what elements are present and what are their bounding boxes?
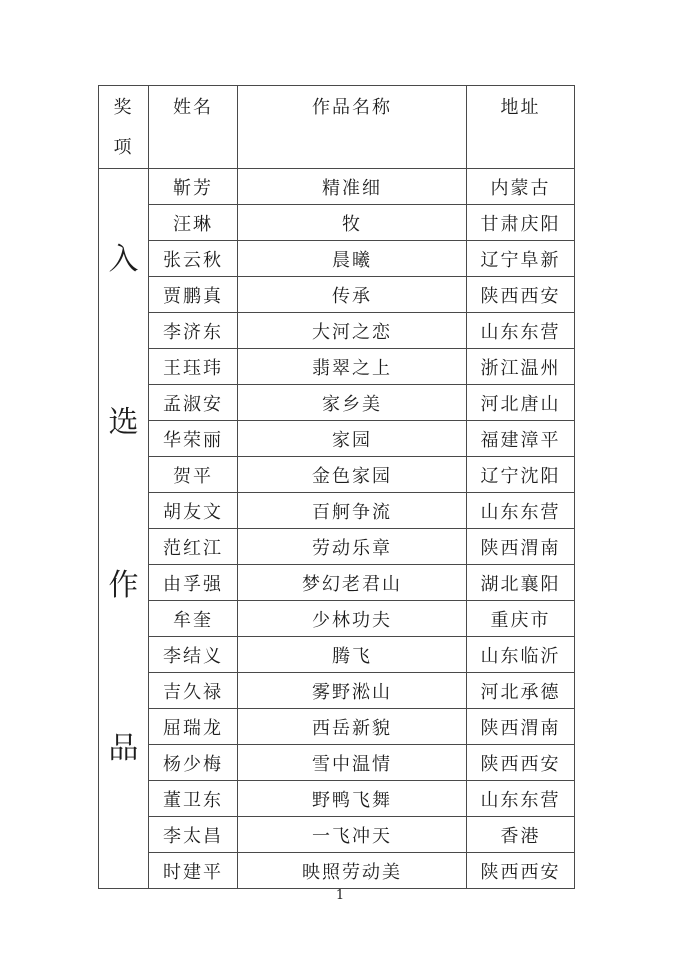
header-work: 作品名称	[238, 86, 467, 169]
work-cell: 晨曦	[238, 241, 467, 277]
work-cell: 映照劳动美	[238, 853, 467, 889]
name-cell: 由孚强	[149, 565, 238, 601]
award-category-char: 选	[108, 405, 139, 440]
name-cell: 董卫东	[149, 781, 238, 817]
address-cell: 香港	[467, 817, 575, 853]
address-cell: 湖北襄阳	[467, 565, 575, 601]
name-cell: 胡友文	[149, 493, 238, 529]
address-cell: 辽宁阜新	[467, 241, 575, 277]
name-cell: 时建平	[149, 853, 238, 889]
address-cell: 陕西西安	[467, 853, 575, 889]
address-cell: 陕西西安	[467, 745, 575, 781]
name-cell: 贾鹏真	[149, 277, 238, 313]
award-category-char: 作	[108, 568, 139, 603]
table-header-row	[99, 86, 575, 169]
address-cell: 福建漳平	[467, 421, 575, 457]
address-cell: 山东东营	[467, 313, 575, 349]
work-cell: 雾野淞山	[238, 673, 467, 709]
work-cell: 翡翠之上	[238, 349, 467, 385]
work-cell: 劳动乐章	[238, 529, 467, 565]
award-category-cell	[99, 169, 149, 889]
address-cell: 陕西西安	[467, 277, 575, 313]
work-cell: 雪中温情	[238, 745, 467, 781]
table-row	[99, 817, 575, 853]
name-cell: 贺平	[149, 457, 238, 493]
award-category-vertical-text	[99, 169, 148, 888]
table-row	[99, 421, 575, 457]
name-cell: 李太昌	[149, 817, 238, 853]
table-row	[99, 853, 575, 889]
table-row	[99, 565, 575, 601]
header-award-line2: 项	[113, 137, 134, 158]
name-cell: 王珏玮	[149, 349, 238, 385]
table-row	[99, 637, 575, 673]
table-row	[99, 313, 575, 349]
work-cell: 一飞冲天	[238, 817, 467, 853]
name-cell: 杨少梅	[149, 745, 238, 781]
address-cell: 陕西渭南	[467, 709, 575, 745]
table-row	[99, 601, 575, 637]
work-cell: 腾飞	[238, 637, 467, 673]
header-address: 地址	[467, 86, 575, 169]
awards-table	[98, 85, 575, 889]
work-cell: 传承	[238, 277, 467, 313]
address-cell: 河北唐山	[467, 385, 575, 421]
address-cell: 甘肃庆阳	[467, 205, 575, 241]
name-cell: 屈瑞龙	[149, 709, 238, 745]
work-cell: 野鸭飞舞	[238, 781, 467, 817]
address-cell: 重庆市	[467, 601, 575, 637]
award-category-char: 品	[108, 731, 139, 766]
name-cell: 李结义	[149, 637, 238, 673]
name-cell: 吉久禄	[149, 673, 238, 709]
table-row	[99, 781, 575, 817]
name-cell: 孟淑安	[149, 385, 238, 421]
work-cell: 少林功夫	[238, 601, 467, 637]
table-row	[99, 205, 575, 241]
address-cell: 山东东营	[467, 493, 575, 529]
address-cell: 辽宁沈阳	[467, 457, 575, 493]
award-category-char: 入	[108, 242, 139, 277]
table-row	[99, 241, 575, 277]
name-cell: 李济东	[149, 313, 238, 349]
work-cell: 西岳新貌	[238, 709, 467, 745]
table-row	[99, 169, 575, 205]
work-cell: 百舸争流	[238, 493, 467, 529]
name-cell: 范红江	[149, 529, 238, 565]
address-cell: 内蒙古	[467, 169, 575, 205]
header-award-line1: 奖	[113, 97, 134, 118]
address-cell: 陕西渭南	[467, 529, 575, 565]
name-cell: 华荣丽	[149, 421, 238, 457]
table-row	[99, 457, 575, 493]
page-number: 1	[335, 888, 345, 903]
work-cell: 精准细	[238, 169, 467, 205]
name-cell: 牟奎	[149, 601, 238, 637]
address-cell: 河北承德	[467, 673, 575, 709]
work-cell: 金色家园	[238, 457, 467, 493]
name-cell: 汪琳	[149, 205, 238, 241]
work-cell: 牧	[238, 205, 467, 241]
header-award	[99, 86, 149, 169]
table-row	[99, 277, 575, 313]
work-cell: 梦幻老君山	[238, 565, 467, 601]
address-cell: 浙江温州	[467, 349, 575, 385]
table-row	[99, 709, 575, 745]
table-row	[99, 385, 575, 421]
table-row	[99, 673, 575, 709]
work-cell: 大河之恋	[238, 313, 467, 349]
work-cell: 家乡美	[238, 385, 467, 421]
table-row	[99, 745, 575, 781]
table-row	[99, 349, 575, 385]
table-row	[99, 493, 575, 529]
name-cell: 张云秋	[149, 241, 238, 277]
work-cell: 家园	[238, 421, 467, 457]
address-cell: 山东东营	[467, 781, 575, 817]
table-row	[99, 529, 575, 565]
name-cell: 靳芳	[149, 169, 238, 205]
address-cell: 山东临沂	[467, 637, 575, 673]
header-name: 姓名	[149, 86, 238, 169]
